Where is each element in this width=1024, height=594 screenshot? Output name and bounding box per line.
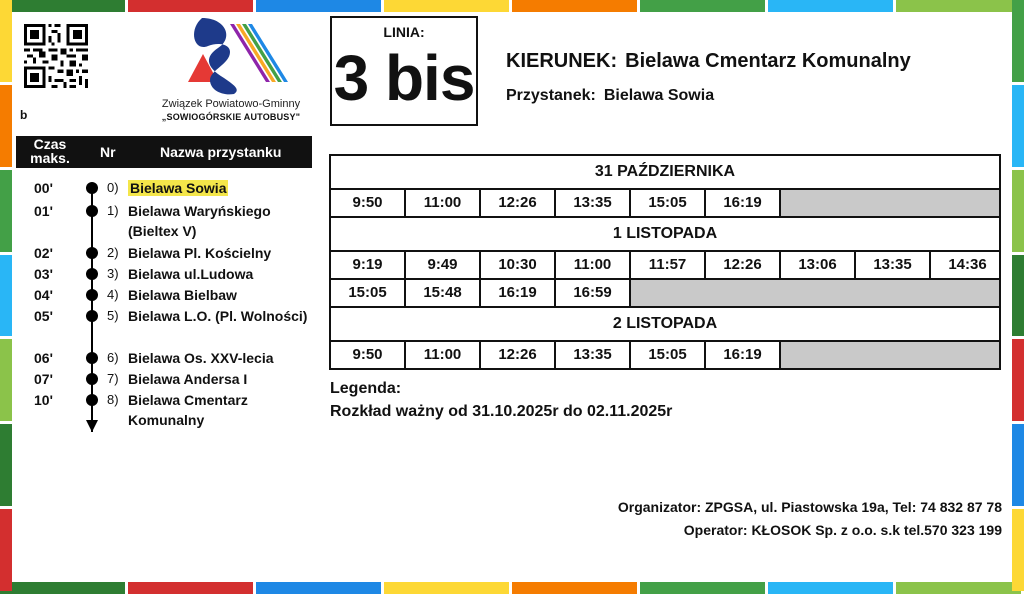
border-segment bbox=[0, 509, 12, 591]
departure-time: 14:36 bbox=[948, 256, 987, 273]
border-segment bbox=[1012, 0, 1024, 82]
departure-time: 16:19 bbox=[706, 342, 781, 368]
direction bbox=[506, 50, 911, 73]
border-segment bbox=[128, 0, 253, 12]
departure-time: 11:00 bbox=[406, 190, 481, 216]
stop-name bbox=[128, 285, 308, 305]
border-segment bbox=[0, 0, 125, 12]
stop-dot-icon bbox=[86, 268, 98, 280]
stop-number: 5) bbox=[107, 308, 119, 323]
empty-slots bbox=[631, 280, 999, 306]
stop-dot-icon bbox=[86, 247, 98, 259]
stop-number: 0) bbox=[107, 180, 119, 195]
stop-number: 1) bbox=[107, 203, 119, 218]
organizer-info: Organizator: ZPGSA, ul. Piastowska 19a, Tel: 74 832 87 78 bbox=[617, 499, 1002, 515]
stop-time: 03' bbox=[34, 266, 53, 282]
border-segment bbox=[512, 582, 637, 594]
timetable-date: 31 PAŹDZIERNIKA bbox=[331, 156, 999, 190]
stop-number: 7) bbox=[107, 371, 119, 386]
border-segment bbox=[0, 582, 125, 594]
stops-table-header bbox=[16, 136, 312, 168]
stop-time: 02' bbox=[34, 245, 53, 261]
border-segment bbox=[896, 582, 1021, 594]
direction-value: Bielawa Cmentarz Komunalny bbox=[625, 50, 911, 72]
operator-info: Operator: KŁOSOK Sp. z o.o. s.k tel.570 323 199 bbox=[683, 522, 1002, 538]
departure-time: 13:35 bbox=[556, 342, 631, 368]
timetable-row bbox=[331, 280, 999, 308]
stop-name bbox=[128, 369, 308, 389]
stop-name bbox=[128, 243, 308, 263]
departure-time: 9:50 bbox=[331, 342, 406, 368]
border-segment bbox=[384, 582, 509, 594]
departure-time: 16:59 bbox=[556, 280, 631, 306]
departure-time: 16:19 bbox=[481, 280, 556, 306]
stop-number: 4) bbox=[107, 287, 119, 302]
organization-brand: „SOWIOGÓRSKIE AUTOBUSY" bbox=[161, 112, 301, 122]
border-segment bbox=[256, 0, 381, 12]
departure-time: 9:49 bbox=[406, 252, 481, 278]
stop-name-text: Bielawa Pl. Kościelny bbox=[128, 245, 272, 261]
stop-time: 00' bbox=[34, 180, 53, 196]
border-segment bbox=[0, 170, 12, 252]
stop-name-text: Bielawa Bielbaw bbox=[128, 287, 237, 303]
timetable-row bbox=[331, 342, 999, 368]
stop-time: 07' bbox=[34, 371, 53, 387]
stop-name-text: Bielawa Os. XXV-lecia bbox=[128, 350, 274, 366]
stop-time: 06' bbox=[34, 350, 53, 366]
direction-label: KIERUNEK: bbox=[506, 50, 618, 72]
qr-code-letter: b bbox=[20, 108, 28, 122]
legend-heading: Legenda: bbox=[330, 380, 402, 397]
departure-time: 15:05 bbox=[631, 342, 706, 368]
stop-name-text: Bielawa Waryńskiego (Bieltex V) bbox=[128, 203, 271, 239]
border-segment bbox=[1012, 509, 1024, 591]
stop-value: Bielawa Sowia bbox=[603, 87, 715, 104]
stop-time: 10' bbox=[34, 392, 53, 408]
stop-time: 04' bbox=[34, 287, 53, 303]
empty-slots bbox=[781, 342, 999, 368]
departure-time: 12:26 bbox=[706, 252, 781, 278]
stop-time: 01' bbox=[34, 203, 53, 219]
header-czas: Czas maks. bbox=[30, 136, 70, 166]
stop-dot-icon bbox=[86, 373, 98, 385]
timetable-date: 2 LISTOPADA bbox=[331, 308, 999, 342]
route-stop-list bbox=[16, 176, 316, 436]
departure-time: 16:19 bbox=[706, 190, 781, 216]
route-arrow-icon bbox=[86, 420, 98, 432]
departure-time: 13:35 bbox=[856, 252, 931, 278]
border-segment bbox=[0, 85, 12, 167]
stop-dot-icon bbox=[86, 205, 98, 217]
border-segment bbox=[896, 0, 1021, 12]
departure-time: 11:57 bbox=[631, 252, 706, 278]
qr-code-icon bbox=[24, 24, 88, 88]
departure-time: 9:50 bbox=[331, 190, 406, 216]
stop-name-text: Bielawa Andersa I bbox=[128, 371, 248, 387]
stop-name-text: Bielawa ul.Ludowa bbox=[128, 266, 254, 282]
departure-time: 10:30 bbox=[481, 252, 556, 278]
departure-time: 9:19 bbox=[331, 252, 406, 278]
border-segment bbox=[1012, 424, 1024, 506]
border-segment bbox=[0, 255, 12, 337]
stop-name bbox=[128, 348, 308, 368]
border-segment bbox=[768, 0, 893, 12]
departure-time: 15:05 bbox=[631, 190, 706, 216]
border-segment bbox=[0, 339, 12, 421]
stop-name bbox=[128, 178, 308, 198]
departure-time: 11:00 bbox=[406, 342, 481, 368]
departure-timetable bbox=[329, 154, 1001, 370]
stop-name bbox=[128, 390, 308, 430]
stop-dot-icon bbox=[86, 394, 98, 406]
border-segment bbox=[1012, 85, 1024, 167]
validity-note: Rozkład ważny od 31.10.2025r do 02.11.2025r bbox=[330, 403, 673, 420]
departure-time: 13:35 bbox=[556, 190, 631, 216]
border-segment bbox=[1012, 339, 1024, 421]
line-number-box bbox=[330, 16, 478, 126]
stop-name bbox=[128, 306, 308, 326]
departure-time: 12:26 bbox=[481, 190, 556, 216]
empty-slots bbox=[781, 190, 999, 216]
header-nr: Nr bbox=[100, 144, 116, 160]
line-number: 3 bis bbox=[333, 42, 475, 114]
stop-name-text: Bielawa Sowia bbox=[130, 180, 227, 196]
stop-number: 2) bbox=[107, 245, 119, 260]
border-segment bbox=[640, 0, 765, 12]
border-segment bbox=[1012, 255, 1024, 337]
stop-time: 05' bbox=[34, 308, 53, 324]
departure-time: 11:00 bbox=[556, 252, 631, 278]
stop-dot-icon bbox=[86, 352, 98, 364]
border-segment bbox=[640, 582, 765, 594]
timetable-date: 1 LISTOPADA bbox=[331, 218, 999, 252]
timetable-row bbox=[331, 190, 999, 218]
border-segment bbox=[1012, 170, 1024, 252]
stop-name bbox=[128, 201, 308, 241]
border-segment bbox=[0, 424, 12, 506]
line-label: LINIA: bbox=[383, 24, 425, 40]
stop-dot-icon bbox=[86, 310, 98, 322]
stop-label: Przystanek: bbox=[506, 87, 596, 104]
stop-number: 6) bbox=[107, 350, 119, 365]
stop-name bbox=[128, 264, 308, 284]
border-segment bbox=[512, 0, 637, 12]
departure-time: 12:26 bbox=[481, 342, 556, 368]
stop-number: 3) bbox=[107, 266, 119, 281]
border-segment bbox=[128, 582, 253, 594]
organization-name: Związek Powiatowo-Gminny bbox=[161, 98, 301, 110]
stop-number: 8) bbox=[107, 392, 119, 407]
stop-name-text: Bielawa Cmentarz Komunalny bbox=[128, 392, 248, 428]
departure-time: 15:48 bbox=[406, 280, 481, 306]
header-nazwa: Nazwa przystanku bbox=[160, 144, 282, 160]
timetable-row bbox=[331, 252, 999, 280]
departure-time: 15:05 bbox=[331, 280, 406, 306]
stop-dot-icon bbox=[86, 289, 98, 301]
border-segment bbox=[768, 582, 893, 594]
border-segment bbox=[256, 582, 381, 594]
departure-time: 13:06 bbox=[781, 252, 856, 278]
stop-dot-icon bbox=[86, 182, 98, 194]
current-stop bbox=[506, 87, 714, 105]
border-segment bbox=[0, 0, 12, 82]
border-segment bbox=[384, 0, 509, 12]
sowiogorskie-autobusy-logo bbox=[180, 16, 290, 96]
stop-name-text: Bielawa L.O. (Pl. Wolności) bbox=[128, 308, 308, 324]
